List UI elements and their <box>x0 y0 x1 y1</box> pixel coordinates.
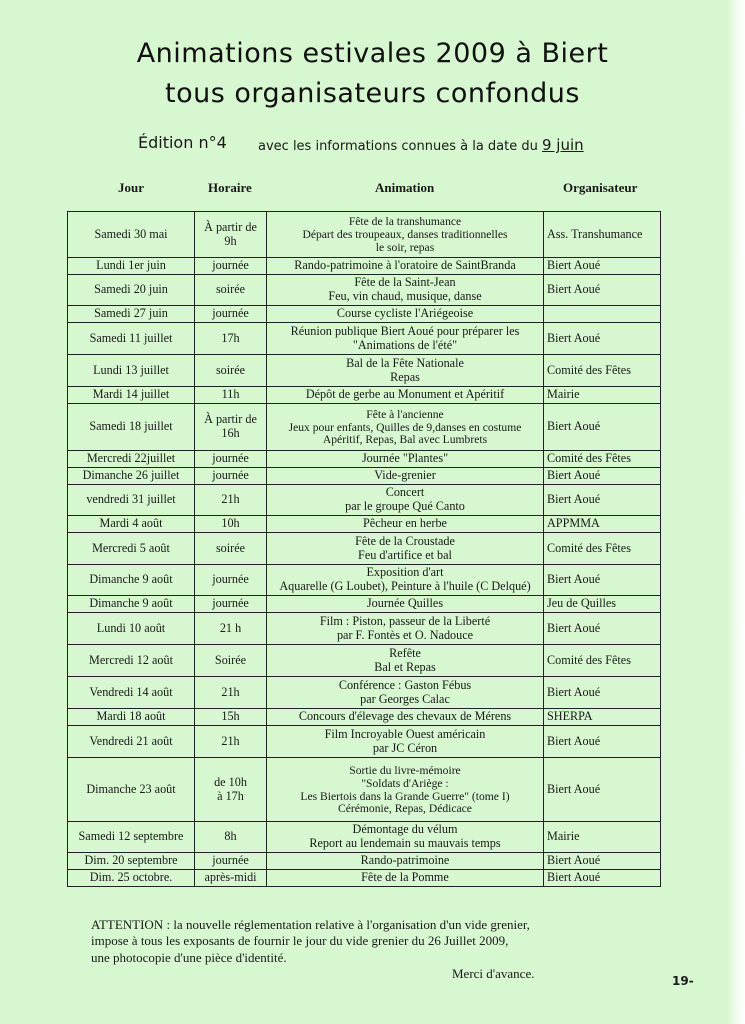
cell-jour: Mercredi 12 août <box>68 645 195 677</box>
animation-line: Concours d'élevage des chevaux de Mérens <box>298 709 512 724</box>
table-row <box>68 870 661 887</box>
cell-jour: Mercredi 22juillet <box>68 451 195 468</box>
table-row <box>68 565 661 596</box>
animation-line: Course cycliste l'Ariégeoise <box>336 306 474 321</box>
animation-line: par JC Céron <box>372 740 438 755</box>
table-row <box>68 355 661 387</box>
horaire-line: 11h <box>221 387 240 402</box>
edition-date: 9 juin <box>542 136 584 154</box>
horaire-line: 10h <box>221 516 240 531</box>
thanks-note: Merci d'avance. <box>452 966 535 981</box>
animation-line: Film Incroyable Ouest américain <box>324 726 486 741</box>
animation-line: Report au lendemain su mauvais temps <box>309 836 501 850</box>
page-subtitle: tous organisateurs confondus <box>165 78 580 109</box>
animation-line: Dépôt de gerbe au Monument et Apéritif <box>305 387 505 402</box>
cell-animation <box>267 516 544 533</box>
table-row <box>68 485 661 516</box>
horaire-line: 21h <box>221 684 240 699</box>
cell-organisateur: Biert Aoué <box>544 258 661 275</box>
table-row <box>68 822 661 853</box>
cell-animation <box>267 258 544 275</box>
horaire-line: journée <box>212 468 249 483</box>
edition-info <box>258 136 584 154</box>
cell-organisateur: Biert Aoué <box>544 758 661 822</box>
cell-animation <box>267 645 544 677</box>
animation-line: Cérémonie, Repas, Dédicace <box>338 802 472 816</box>
animation-line: Film : Piston, passeur de la Liberté <box>319 613 491 628</box>
animation-line: Rando-patrimoine à l'oratoire de SaintBranda <box>294 258 516 273</box>
cell-jour: Samedi 30 mai <box>68 212 195 258</box>
cell-animation <box>267 485 544 516</box>
animation-line: Exposition d'art <box>366 565 444 580</box>
animation-line: Fête de la Croustade <box>355 533 455 548</box>
cell-jour: Samedi 20 juin <box>68 275 195 306</box>
cell-organisateur: Biert Aoué <box>544 468 661 485</box>
column-header-horaire: Horaire <box>208 180 252 195</box>
cell-horaire <box>195 726 267 758</box>
cell-jour: Lundi 13 juillet <box>68 355 195 387</box>
horaire-line: journée <box>212 306 249 321</box>
notice-line: ATTENTION : la nouvelle réglementation relative à l'organisation d'un vide grenier, <box>91 917 530 932</box>
cell-organisateur: Biert Aoué <box>544 275 661 306</box>
cell-jour: Dim. 25 octobre. <box>68 870 195 887</box>
table-row <box>68 275 661 306</box>
cell-organisateur: Biert Aoué <box>544 870 661 887</box>
horaire-line: de 10h <box>214 774 247 789</box>
cell-organisateur: APPMMA <box>544 516 661 533</box>
table-row <box>68 533 661 565</box>
cell-horaire <box>195 306 267 323</box>
cell-animation <box>267 565 544 596</box>
animation-line: Départ des troupeaux, danses traditionnelles <box>302 228 508 241</box>
table-row <box>68 677 661 709</box>
table-row <box>68 758 661 822</box>
animation-line: Refête <box>389 645 421 660</box>
table-row <box>68 306 661 323</box>
cell-horaire <box>195 565 267 596</box>
animation-line: Fête de la transhumance <box>348 215 462 229</box>
cell-organisateur: Biert Aoué <box>544 853 661 870</box>
cell-animation <box>267 275 544 306</box>
cell-animation <box>267 677 544 709</box>
animation-line: par le groupe Qué Canto <box>345 499 465 513</box>
cell-animation <box>267 758 544 822</box>
cell-jour: Samedi 18 juillet <box>68 404 195 451</box>
animation-line: Démontage du vélum <box>352 822 458 837</box>
cell-organisateur: Biert Aoué <box>544 323 661 355</box>
table-row <box>68 468 661 485</box>
animation-line: Conférence : Gaston Fébus <box>338 677 472 692</box>
cell-animation <box>267 387 544 404</box>
horaire-line: Soirée <box>214 652 247 667</box>
horaire-line: 17h <box>221 330 240 345</box>
cell-horaire <box>195 387 267 404</box>
animation-line: Feu, vin chaud, musique, danse <box>328 289 482 303</box>
cell-animation <box>267 212 544 258</box>
horaire-line: journée <box>212 853 249 868</box>
animation-line: "Animations de l'été" <box>352 337 458 352</box>
cell-horaire <box>195 258 267 275</box>
animation-line: Les Biertois dans la Grande Guerre" (tome I) <box>300 789 510 803</box>
cell-organisateur: Jeu de Quilles <box>544 596 661 613</box>
cell-jour: Mercredi 5 août <box>68 533 195 565</box>
horaire-line: soirée <box>215 540 246 555</box>
cell-organisateur: Mairie <box>544 387 661 404</box>
page-edge <box>727 0 745 1024</box>
horaire-line: À partir de <box>204 219 257 234</box>
animation-line: Repas <box>390 369 420 384</box>
cell-horaire <box>195 613 267 645</box>
notice-line: une photocopie d'une pièce d'identité. <box>91 949 287 965</box>
animation-line: Réunion publique Biert Aoué pour préparer les <box>290 323 520 338</box>
animation-line: Vide-grenier <box>374 468 436 483</box>
cell-organisateur: Biert Aoué <box>544 613 661 645</box>
cell-jour: Vendredi 14 août <box>68 677 195 709</box>
cell-animation <box>267 870 544 887</box>
table-row <box>68 451 661 468</box>
notice-line: impose à tous les exposants de fournir le jour du vide grenier du 26 Juillet 2009, <box>91 933 509 949</box>
table-row <box>68 212 661 258</box>
animation-line: Aquarelle (G Loubet), Peinture à l'huile (C Delqué) <box>279 579 531 593</box>
cell-horaire <box>195 355 267 387</box>
horaire-line: journée <box>212 572 249 587</box>
table-row <box>68 596 661 613</box>
cell-horaire <box>195 870 267 887</box>
horaire-line: 21h <box>221 492 240 507</box>
cell-organisateur: Comité des Fêtes <box>544 645 661 677</box>
cell-animation <box>267 853 544 870</box>
cell-jour: Dimanche 9 août <box>68 565 195 596</box>
cell-jour: Mardi 14 juillet <box>68 387 195 404</box>
cell-animation <box>267 822 544 853</box>
animation-line: Pêcheur en herbe <box>363 516 447 531</box>
cell-horaire <box>195 275 267 306</box>
cell-jour: Mardi 18 août <box>68 709 195 726</box>
table-row <box>68 853 661 870</box>
cell-animation <box>267 323 544 355</box>
horaire-line: journée <box>212 596 249 611</box>
horaire-line: soirée <box>215 282 246 297</box>
cell-jour: Lundi 1er juin <box>68 258 195 275</box>
horaire-line: 16h <box>221 426 240 440</box>
animation-line: par Georges Calac <box>360 691 450 706</box>
schedule-table <box>67 211 661 887</box>
table-row <box>68 726 661 758</box>
animation-line: Bal et Repas <box>374 659 436 674</box>
cell-jour: Vendredi 21 août <box>68 726 195 758</box>
animation-line: "Soldats d'Ariège : <box>361 776 449 790</box>
cell-horaire <box>195 468 267 485</box>
animation-line: Jeux pour enfants, Quilles de 9,danses en costume <box>288 420 522 434</box>
cell-jour: Mardi 4 août <box>68 516 195 533</box>
cell-horaire <box>195 822 267 853</box>
cell-organisateur: Mairie <box>544 822 661 853</box>
cell-organisateur: Comité des Fêtes <box>544 533 661 565</box>
animation-line: Journée "Plantes" <box>361 451 449 466</box>
cell-horaire <box>195 677 267 709</box>
animation-line: Fête à l'ancienne <box>366 407 444 421</box>
cell-jour: Samedi 11 juillet <box>68 323 195 355</box>
horaire-line: journée <box>212 451 249 466</box>
cell-animation <box>267 533 544 565</box>
horaire-line: 21 h <box>219 620 242 635</box>
animation-line: Fête de la Saint-Jean <box>354 275 456 290</box>
cell-horaire <box>195 853 267 870</box>
cell-animation <box>267 306 544 323</box>
cell-animation <box>267 709 544 726</box>
cell-horaire <box>195 758 267 822</box>
cell-organisateur: Biert Aoué <box>544 565 661 596</box>
cell-horaire <box>195 212 267 258</box>
cell-organisateur: Ass. Transhumance <box>544 212 661 258</box>
table-row <box>68 516 661 533</box>
cell-jour: Dimanche 23 août <box>68 758 195 822</box>
column-header-organisateur: Organisateur <box>563 180 638 195</box>
table-row <box>68 645 661 677</box>
animation-line: Bal de la Fête Nationale <box>346 355 464 370</box>
cell-jour: Dimanche 9 août <box>68 596 195 613</box>
page-title: Animations estivales 2009 à Biert <box>136 38 609 69</box>
animation-line: Concert <box>385 485 425 500</box>
horaire-line: 21h <box>221 733 240 748</box>
column-header-jour: Jour <box>118 180 144 195</box>
table-row <box>68 404 661 451</box>
page-number: 19- <box>672 974 694 988</box>
cell-organisateur: Biert Aoué <box>544 404 661 451</box>
cell-jour: Dim. 20 septembre <box>68 853 195 870</box>
table-row <box>68 387 661 404</box>
cell-horaire <box>195 323 267 355</box>
horaire-line: journée <box>212 258 249 273</box>
cell-horaire <box>195 645 267 677</box>
column-header-animation: Animation <box>375 180 435 195</box>
horaire-line: 15h <box>221 709 240 724</box>
cell-organisateur: SHERPA <box>544 709 661 726</box>
cell-jour: Samedi 27 juin <box>68 306 195 323</box>
horaire-line: 9h <box>224 233 237 248</box>
animation-line: le soir, repas <box>375 240 435 254</box>
animation-line: Rando-patrimoine <box>360 853 450 868</box>
cell-animation <box>267 726 544 758</box>
table-row <box>68 258 661 275</box>
animation-line: Feu d'artifice et bal <box>358 547 452 562</box>
horaire-line: après-midi <box>204 870 257 885</box>
cell-horaire <box>195 709 267 726</box>
cell-organisateur: Comité des Fêtes <box>544 355 661 387</box>
cell-horaire <box>195 533 267 565</box>
cell-organisateur <box>544 306 661 323</box>
cell-animation <box>267 404 544 451</box>
cell-organisateur: Comité des Fêtes <box>544 451 661 468</box>
edition-info-text: avec les informations connues à la date du <box>258 139 538 154</box>
cell-organisateur: Biert Aoué <box>544 726 661 758</box>
animation-line: par F. Fontès et O. Nadouce <box>336 627 474 642</box>
animation-line: Journée Quilles <box>366 596 444 611</box>
horaire-line: soirée <box>215 362 246 377</box>
horaire-line: 8h <box>224 829 237 844</box>
cell-jour: Samedi 12 septembre <box>68 822 195 853</box>
schedule-body <box>68 212 661 887</box>
cell-organisateur: Biert Aoué <box>544 485 661 516</box>
cell-animation <box>267 355 544 387</box>
table-row <box>68 613 661 645</box>
horaire-line: à 17h <box>217 788 244 803</box>
edition-number: Édition n°4 <box>138 133 227 152</box>
cell-organisateur: Biert Aoué <box>544 677 661 709</box>
animation-line: Fête de la Pomme <box>361 870 449 885</box>
cell-horaire <box>195 404 267 451</box>
cell-horaire <box>195 596 267 613</box>
cell-animation <box>267 613 544 645</box>
horaire-line: À partir de <box>204 412 257 427</box>
cell-jour: Dimanche 26 juillet <box>68 468 195 485</box>
cell-jour: Lundi 10 août <box>68 613 195 645</box>
cell-horaire <box>195 451 267 468</box>
cell-animation <box>267 596 544 613</box>
cell-horaire <box>195 516 267 533</box>
attention-notice <box>91 917 611 966</box>
cell-animation <box>267 451 544 468</box>
cell-animation <box>267 468 544 485</box>
table-row <box>68 709 661 726</box>
cell-jour: vendredi 31 juillet <box>68 485 195 516</box>
animation-line: Apéritif, Repas, Bal avec Lumbrets <box>322 433 488 447</box>
cell-horaire <box>195 485 267 516</box>
table-row <box>68 323 661 355</box>
animation-line: Sortie du livre-mémoire <box>349 763 461 777</box>
